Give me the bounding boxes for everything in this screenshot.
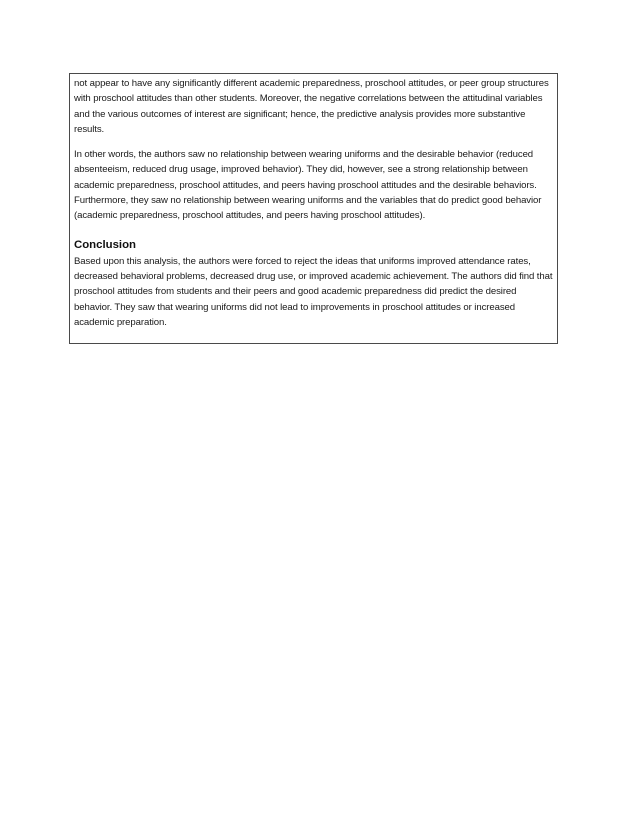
paragraph-predictive-analysis: not appear to have any significantly different academic preparedness, proschool attitudes, or peer group structures with proschool attitudes than other students. Moreover, the negative correlations between the attitudinal variables and the various outcomes of interest are significant; hence, the predictive analysis provides more substantive results. bbox=[74, 78, 549, 135]
paragraph-other-words: In other words, the authors saw no relationship between wearing uniforms and the desirable behavior (reduced absenteeism, reduced drug usage, improved behavior). They did, however, see a strong relationship between academic preparedness, proschool attitudes, and peers having proschool attitudes and the desirable behaviors. Furthermore, they saw no relationship between wearing uniforms and the variables that do predict good behavior (academic preparedness, proschool attitudes, and peers having proschool attitudes). bbox=[74, 149, 542, 222]
conclusion-paragraph: Based upon this analysis, the authors were forced to reject the ideas that uniforms improved attendance rates, decreased behavioral problems, decreased drug use, or improved academic achievement. The authors did find that proschool attitudes from students and their peers and good academic preparedness did predict the desired behavior. They saw that wearing uniforms did not lead to improvements in proschool attitudes or increased academic preparation. bbox=[74, 255, 553, 328]
conclusion-heading: Conclusion bbox=[74, 238, 137, 251]
bordered-text-box bbox=[69, 73, 558, 344]
